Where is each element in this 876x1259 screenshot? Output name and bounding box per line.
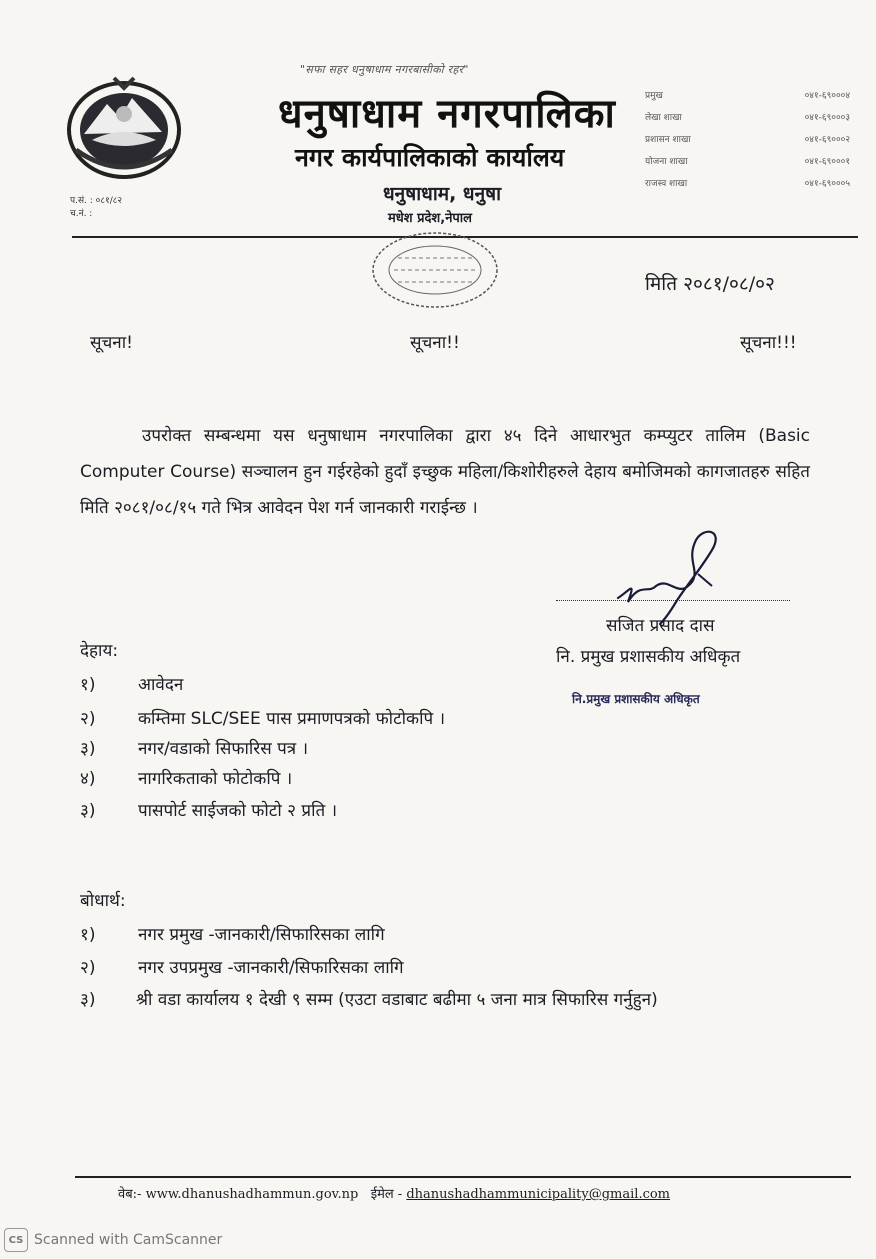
cc-heading: बोधार्थ:	[80, 891, 126, 911]
signature-line	[556, 600, 790, 601]
notice-body: उपरोक्त सम्बन्धमा यस धनुषाधाम नगरपालिका द्वारा ४५ दिने आधारभुत कम्प्युटर तालिम (Basic Computer Course) सञ्चालन हुन गईरहेको हुदाँ इच्छुक महिला/किशोरीहरुले देहाय बमोजिमको कागजातहरु सहित मिति २०८१/०८/१५ गते भित्र आवेदन पेश गर्न जानकारी गराईन्छ ।	[80, 426, 810, 518]
reference-block	[70, 195, 122, 221]
ref-number: प.सं. : ०८१/८२	[70, 196, 123, 206]
notice-heading-1: सूचना!	[90, 333, 133, 353]
list-item: ३) पासपोर्ट साईजको फोटो २ प्रति ।	[80, 801, 338, 821]
list-item: १) नगर प्रमुख -जानकारी/सिफारिसका लागि	[80, 925, 385, 945]
letter-date: मिति २०८१/०८/०२	[645, 273, 775, 295]
list-item: ४) नागरिकताको फोटोकपि ।	[80, 769, 293, 789]
list-item: २) कम्तिमा SLC/SEE पास प्रमाणपत्रको फोटोकपि ।	[80, 709, 446, 729]
municipality-emblem	[62, 74, 186, 186]
motto: "सफा सहर धनुषाधाम नगरबासीको रहर"	[300, 63, 469, 76]
contact-row: योजना शाखा ०४१-६९०००१	[645, 157, 850, 167]
signatory-stamp: नि.प्रमुख प्रशासकीय अधिकृत	[572, 692, 700, 706]
office-subtitle: नगर कार्यपालिकाको कार्यालय	[295, 143, 565, 172]
signatory-title: नि. प्रमुख प्रशासकीय अधिकृत	[556, 647, 741, 667]
list-item: ३) नगर/वडाको सिफारिस पत्र ।	[80, 739, 309, 759]
municipality-title: धनुषाधाम नगरपालिका	[278, 91, 616, 137]
contact-row: लेखा शाखा ०४१-६९०००३	[645, 113, 850, 123]
camscanner-logo-icon: CS	[4, 1228, 28, 1252]
footer-divider	[75, 1176, 851, 1178]
footer-contact: वेब:- www.dhanushadhammun.gov.np ईमेल - dhanushadhammunicipality@gmail.com	[118, 1187, 671, 1202]
notice-heading-2: सूचना!!	[410, 333, 460, 353]
requirements-heading: देहाय:	[80, 641, 119, 661]
address-line-2: मधेश प्रदेश,नेपाल	[388, 211, 472, 226]
contact-list	[645, 88, 850, 198]
address-line-1: धनुषाधाम, धनुषा	[383, 183, 502, 205]
contact-row: प्रमुख ०४१-६९०००४	[645, 91, 850, 101]
office-stamp	[368, 228, 502, 312]
notice-heading-3: सूचना!!!	[740, 333, 797, 353]
contact-row: राजस्व शाखा ०४१-६९०००५	[645, 179, 850, 189]
email-link[interactable]: dhanushadhammunicipality@gmail.com	[406, 1187, 671, 1202]
dispatch-number: च.नं. :	[70, 209, 93, 219]
list-item: ३) श्री वडा कार्यालय १ देखी ९ सम्म (एउटा वडाबाट बढीमा ५ जना मात्र सिफारिस गर्नुहुन)	[80, 990, 658, 1010]
signatory-name: सजित प्रसाद दास	[606, 616, 715, 636]
list-item: २) नगर उपप्रमुख -जानकारी/सिफारिसका लागि	[80, 958, 404, 978]
website-link[interactable]: www.dhanushadhammun.gov.np	[145, 1187, 359, 1202]
contact-row: प्रशासन शाखा ०४१-६९०००२	[645, 135, 850, 145]
scanner-watermark: CS Scanned with CamScanner	[4, 1228, 222, 1252]
list-item: १) आवेदन	[80, 675, 184, 695]
